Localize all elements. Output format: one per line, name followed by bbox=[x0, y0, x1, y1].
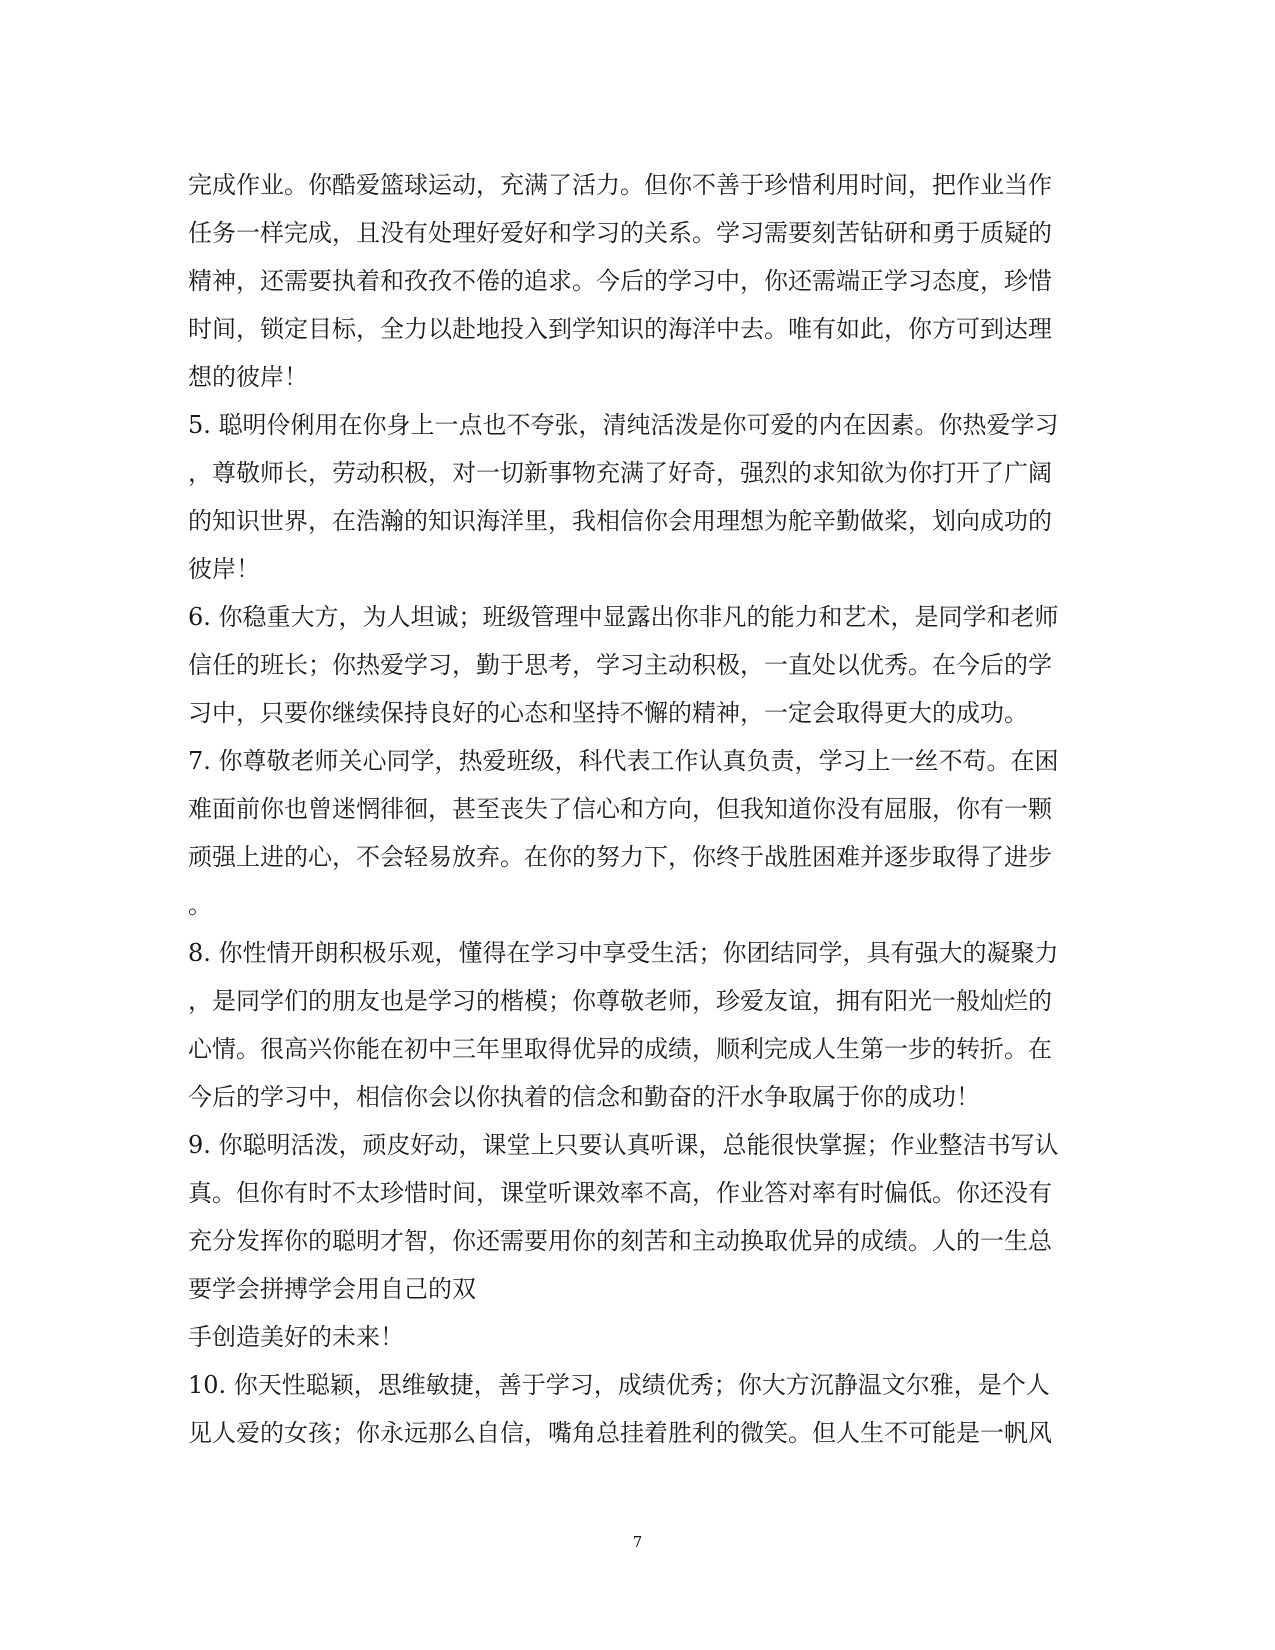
text-line: 10. 你天性聪颖，思维敏捷，善于学习，成绩优秀；你大方沉静温文尔雅，是个人 bbox=[188, 1371, 1050, 1399]
text-line: 手创造美好的未来！ bbox=[188, 1323, 404, 1351]
text-line: 精神，还需要执着和孜孜不倦的追求。今后的学习中，你还需端正学习态度，珍惜 bbox=[188, 267, 1052, 295]
text-line: 顽强上进的心，不会轻易放弃。在你的努力下，你终于战胜困难并逐步取得了进步 bbox=[188, 843, 1052, 871]
text-line: 8. 你性情开朗积极乐观，懂得在学习中享受生活；你团结同学，具有强大的凝聚力 bbox=[188, 939, 1059, 967]
text-line: 见人爱的女孩；你永远那么自信，嘴角总挂着胜利的微笑。但人生不可能是一帆风 bbox=[188, 1419, 1052, 1447]
document-body bbox=[188, 161, 1088, 1457]
text-line: 难面前你也曾迷惘徘徊，甚至丧失了信心和方向，但我知道你没有屈服，你有一颗 bbox=[188, 795, 1052, 823]
text-line: 6. 你稳重大方，为人坦诚；班级管理中显露出你非凡的能力和艺术，是同学和老师 bbox=[188, 603, 1059, 631]
text-line: 的知识世界，在浩瀚的知识海洋里，我相信你会用理想为舵辛勤做桨，划向成功的 bbox=[188, 507, 1052, 535]
text-line: 习中，只要你继续保持良好的心态和坚持不懈的精神，一定会取得更大的成功。 bbox=[188, 699, 1028, 727]
page-number: 7 bbox=[632, 1533, 643, 1551]
text-line: 充分发挥你的聪明才智，你还需要用你的刻苦和主动换取优异的成绩。人的一生总 bbox=[188, 1227, 1052, 1255]
text-line: 。 bbox=[188, 891, 212, 919]
text-line: 想的彼岸！ bbox=[188, 363, 308, 391]
text-line: 今后的学习中，相信你会以你执着的信念和勤奋的汗水争取属于你的成功！ bbox=[188, 1083, 980, 1111]
text-line: 要学会拼搏学会用自己的双 bbox=[188, 1275, 476, 1303]
text-line: 彼岸！ bbox=[188, 555, 260, 583]
text-line: ，是同学们的朋友也是学习的楷模；你尊敬老师，珍爱友谊，拥有阳光一般灿烂的 bbox=[188, 987, 1052, 1015]
text-line: 心情。很高兴你能在初中三年里取得优异的成绩，顺利完成人生第一步的转折。在 bbox=[188, 1035, 1052, 1063]
text-line: 7. 你尊敬老师关心同学，热爱班级，科代表工作认真负责，学习上一丝不苟。在困 bbox=[188, 747, 1059, 775]
text-line: 时间，锁定目标，全力以赴地投入到学知识的海洋中去。唯有如此，你方可到达理 bbox=[188, 315, 1052, 343]
text-line: 5. 聪明伶俐用在你身上一点也不夸张，清纯活泼是你可爱的内在因素。你热爱学习 bbox=[188, 411, 1059, 439]
text-line: 真。但你有时不太珍惜时间，课堂听课效率不高，作业答对率有时偏低。你还没有 bbox=[188, 1179, 1052, 1207]
text-line: 9. 你聪明活泼，顽皮好动，课堂上只要认真听课，总能很快掌握；作业整洁书写认 bbox=[188, 1131, 1059, 1159]
text-line: 信任的班长；你热爱学习，勤于思考，学习主动积极，一直处以优秀。在今后的学 bbox=[188, 651, 1052, 679]
text-line: ，尊敬师长，劳动积极，对一切新事物充满了好奇，强烈的求知欲为你打开了广阔 bbox=[188, 459, 1052, 487]
text-line: 完成作业。你酷爱篮球运动，充满了活力。但你不善于珍惜利用时间，把作业当作 bbox=[188, 171, 1052, 199]
text-line: 任务一样完成，且没有处理好爱好和学习的关系。学习需要刻苦钻研和勇于质疑的 bbox=[188, 219, 1052, 247]
